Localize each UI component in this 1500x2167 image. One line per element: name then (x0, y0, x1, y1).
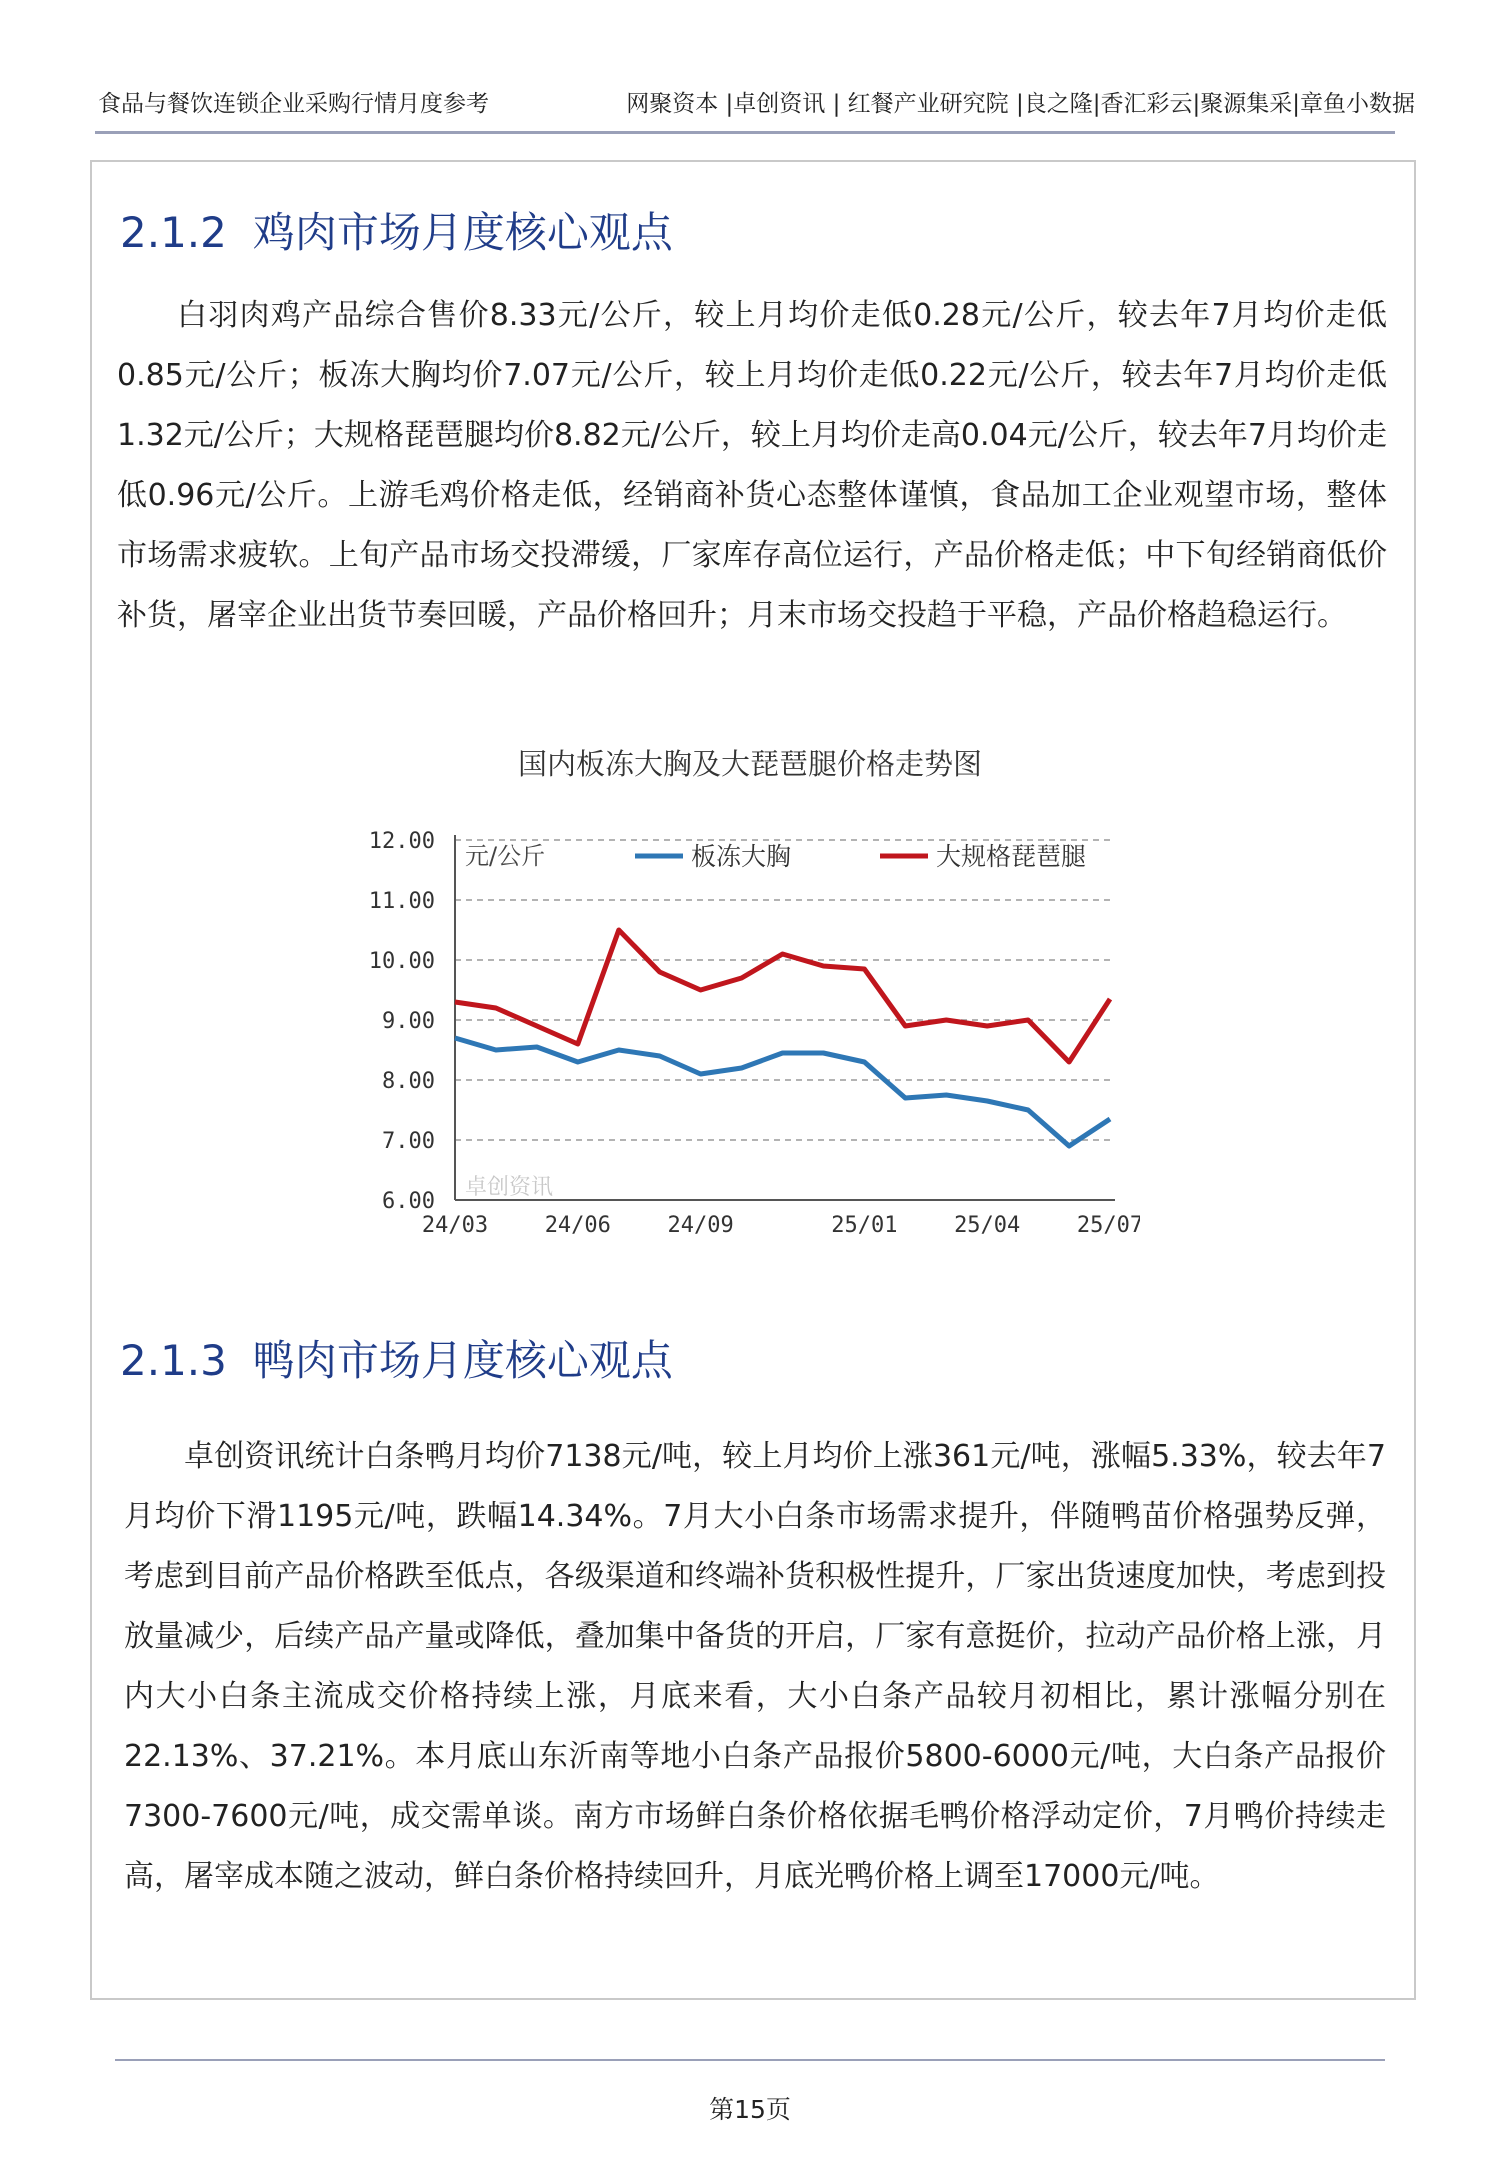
price-chart (340, 815, 1140, 1255)
x-tick-label: 24/09 (667, 1213, 734, 1238)
report-title: 食品与餐饮连锁企业采购行情月度参考 (98, 91, 489, 117)
source-list: 网聚资本 |卓创资讯 | 红餐产业研究院 |良之隆|香汇彩云|聚源集采|章鱼小数据 (626, 91, 1415, 117)
footer-divider (115, 2059, 1385, 2061)
section-title-duck (120, 1328, 673, 1388)
page-header (95, 80, 1415, 120)
section-heading: 鸭肉市场月度核心观点 (252, 1336, 673, 1385)
section-heading: 鸡肉市场月度核心观点 (252, 208, 673, 257)
legend-label: 大规格琵琶腿 (936, 842, 1087, 871)
y-tick-label: 11.00 (368, 889, 435, 914)
y-tick-label: 6.00 (382, 1189, 435, 1214)
section-number: 2.1.2 (120, 208, 227, 257)
series-line (455, 1038, 1110, 1146)
y-tick-label: 8.00 (382, 1069, 435, 1094)
header-divider (95, 131, 1395, 134)
x-tick-label: 25/04 (954, 1213, 1021, 1238)
y-tick-label: 12.00 (368, 829, 435, 854)
y-tick-label: 10.00 (368, 949, 435, 974)
section-number: 2.1.3 (120, 1336, 227, 1385)
x-tick-label: 24/03 (421, 1213, 489, 1238)
y-tick-label: 7.00 (382, 1129, 435, 1154)
page-number: 第15页 (709, 2095, 791, 2124)
section-title-chicken (120, 200, 673, 260)
x-tick-label: 25/07 (1076, 1213, 1140, 1238)
chart-svg (340, 815, 1140, 1255)
series-line (455, 930, 1110, 1062)
y-tick-label: 9.00 (382, 1009, 435, 1034)
x-tick-label: 25/01 (831, 1213, 898, 1238)
legend-label: 板冻大胸 (691, 842, 792, 871)
y-unit-label: 元/公斤 (465, 842, 546, 870)
chart-title: 国内板冻大胸及大琵琶腿价格走势图 (517, 747, 982, 781)
chicken-paragraph: 白羽肉鸡产品综合售价8.33元/公斤，较上月均价走低0.28元/公斤，较去年7月均价走低0.85元/公斤；板冻大胸均价7.07元/公斤，较上月均价走低0.22元/公斤，较去年7月均价走低1.32元/公斤；大规格琵琶腿均价8.82元/公斤，较上月均价走高0.04元/公斤，较去年7月均价走低0.96元/公斤。上游毛鸡价格走低，经销商补货心态整体谨慎，食品加工企业观望市场，整体市场需求疲软。上旬产品市场交投滞缓，厂家库存高位运行，产品价格走低；中下旬经销商低价补货，屠宰企业出货节奏回暖，产品价格回升；月末市场交投趋于平稳，产品价格趋稳运行。 (117, 298, 1387, 633)
chart-watermark: 卓创资讯 (465, 1175, 554, 1200)
x-tick-label: 24/06 (544, 1213, 611, 1238)
duck-paragraph: 卓创资讯统计白条鸭月均价7138元/吨，较上月均价上涨361元/吨，涨幅5.33%，较去年7月均价下滑1195元/吨，跌幅14.34%。7月大小白条市场需求提升，伴随鸭苗价格强势反弹，考虑到目前产品价格跌至低点，各级渠道和终端补货积极性提升，厂家出货速度加快，考虑到投放量减少，后续产品产量或降低，叠加集中备货的开启，厂家有意挺价，拉动产品价格上涨，月内大小白条主流成交价格持续上涨，月底来看，大小白条产品较月初相比，累计涨幅分别在22.13%、37.21%。本月底山东沂南等地小白条产品报价5800-6000元/吨，大白条产品报价7300-7600元/吨，成交需单谈。南方市场鲜白条价格依据毛鸭价格浮动定价，7月鸭价持续走高，屠宰成本随之波动，鲜白条价格持续回升，月底光鸭价格上调至17000元/吨。 (124, 1439, 1386, 1894)
